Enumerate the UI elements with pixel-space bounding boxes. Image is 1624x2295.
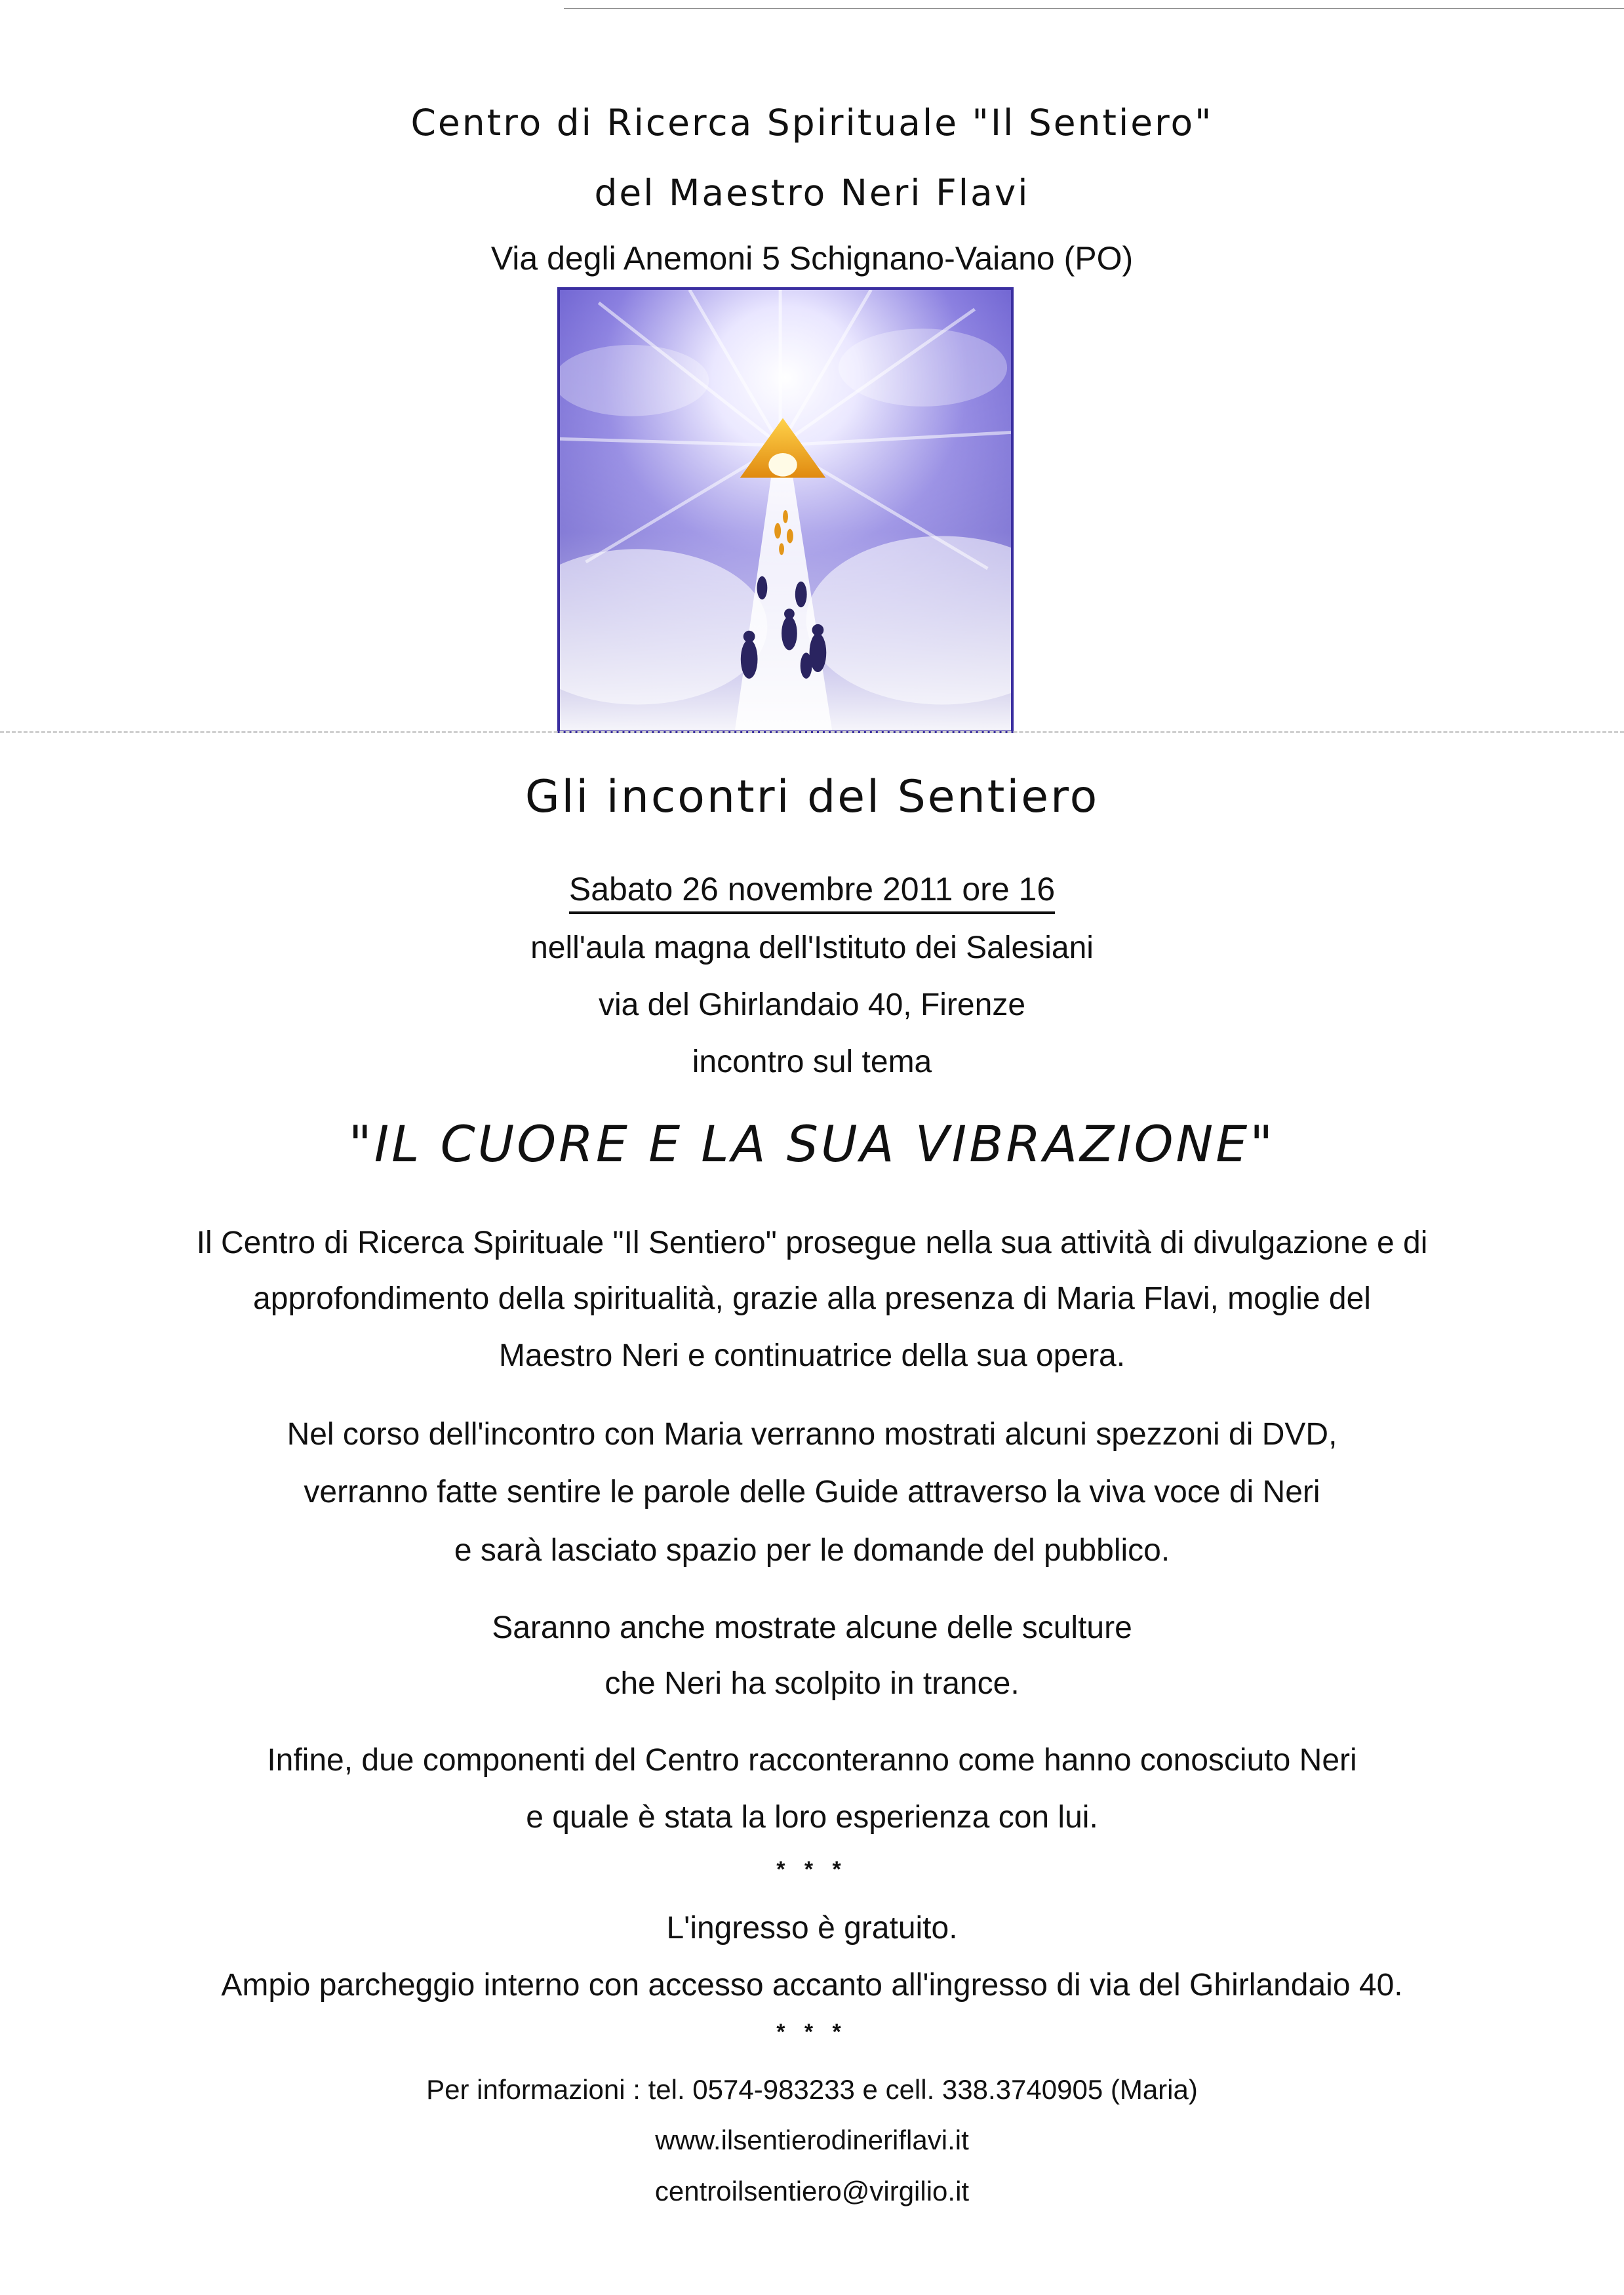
contact-info: Per informazioni : tel. 0574-983233 e cell. 338.3740905 (Maria) — [426, 2074, 1198, 2105]
paragraph-line: e sarà lasciato spazio per le domande del pubblico. — [454, 1533, 1170, 1568]
paragraph-line: Il Centro di Ricerca Spirituale "Il Sentiero" prosegue nella sua attività di divulgazione e di — [196, 1226, 1428, 1260]
paragraph-line: e quale è stata la loro esperienza con lui. — [526, 1800, 1098, 1835]
free-entry-note: L'ingresso è gratuito. — [666, 1911, 958, 1946]
topic-intro: incontro sul tema — [692, 1045, 932, 1079]
scan-edge-line — [564, 8, 1624, 9]
paragraph-line: Nel corso dell'incontro con Maria verranno mostrati alcuni spezzoni di DVD, — [287, 1417, 1337, 1452]
organization-address: Via degli Anemoni 5 Schignano-Vaiano (PO) — [490, 240, 1134, 277]
paragraph-line: approfondimento della spiritualità, grazie alla presenza di Maria Flavi, moglie del — [253, 1281, 1371, 1316]
event-date-text: Sabato 26 novembre 2011 ore 16 — [569, 871, 1055, 914]
paragraph-line: Maestro Neri e continuatrice della sua opera. — [498, 1338, 1126, 1373]
fold-divider — [0, 731, 1624, 733]
paragraph-line: Saranno anche mostrate alcune delle sculture — [492, 1610, 1132, 1645]
event-date — [0, 870, 1624, 908]
email-link[interactable]: centroilsentiero@virgilio.it — [654, 2176, 970, 2206]
parking-note: Ampio parcheggio interno con accesso accanto all'ingresso di via del Ghirlandaio 40. — [221, 1968, 1403, 2003]
master-name: del Maestro Neri Flavi — [594, 172, 1030, 214]
spiritual-path-icon — [560, 290, 1011, 730]
event-title: Gli incontri del Sentiero — [525, 771, 1099, 823]
spiritual-path-illustration — [557, 287, 1014, 733]
organization-name: Centro di Ricerca Spirituale "Il Sentiero" — [410, 102, 1214, 144]
website-link[interactable]: www.ilsentierodineriflavi.it — [655, 2125, 969, 2155]
separator-stars: * * * — [776, 2020, 848, 2045]
event-venue: nell'aula magna dell'Istituto dei Salesiani — [530, 930, 1094, 965]
event-topic: "IL CUORE E LA SUA VIBRAZIONE" — [348, 1115, 1276, 1173]
event-venue-address: via del Ghirlandaio 40, Firenze — [598, 988, 1026, 1022]
paragraph-line: che Neri ha scolpito in trance. — [604, 1666, 1020, 1701]
paragraph-line: verranno fatte sentire le parole delle Guide attraverso la viva voce di Neri — [304, 1475, 1320, 1509]
paragraph-line: Infine, due componenti del Centro racconteranno come hanno conosciuto Neri — [267, 1743, 1357, 1778]
separator-stars: * * * — [776, 1857, 848, 1882]
